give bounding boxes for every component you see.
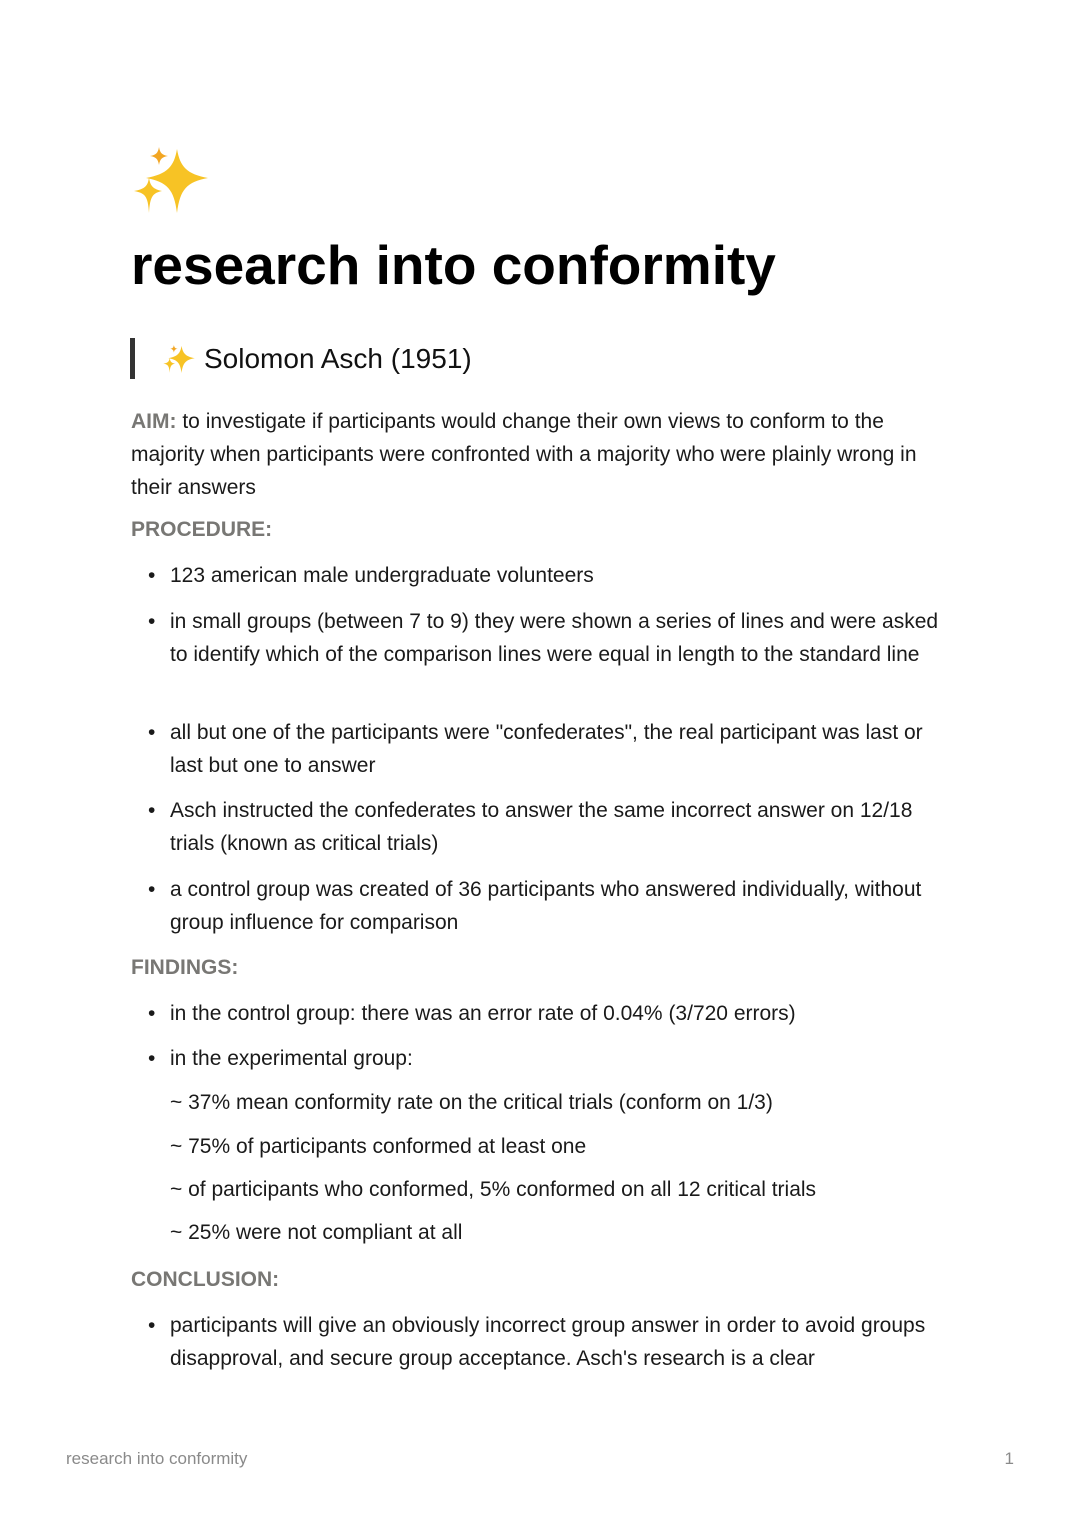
sub-item: ~ 37% mean conformity rate on the critical trials (conform on 1/3) bbox=[170, 1091, 773, 1114]
page-number: 1 bbox=[1004, 1449, 1014, 1468]
sparkles-icon bbox=[131, 143, 211, 217]
list-item: all but one of the participants were "confederates", the real participant was last or last but one to answer bbox=[170, 721, 923, 777]
procedure-label: PROCEDURE: bbox=[131, 518, 273, 541]
aim-paragraph bbox=[131, 405, 951, 504]
bullet: • bbox=[148, 721, 156, 744]
sub-item: ~ of participants who conformed, 5% conformed on all 12 critical trials bbox=[170, 1178, 817, 1201]
list-item: in the experimental group: bbox=[170, 1047, 413, 1070]
findings-label: FINDINGS: bbox=[131, 956, 239, 979]
quote-block bbox=[162, 340, 472, 378]
bullet: • bbox=[148, 1002, 156, 1025]
quote-bar bbox=[130, 338, 135, 379]
page-title: research into conformity bbox=[131, 234, 776, 296]
list-item: Asch instructed the confederates to answer the same incorrect answer on 12/18 trials (known as critical trials) bbox=[170, 799, 913, 855]
sub-item: ~ 25% were not compliant at all bbox=[170, 1221, 463, 1244]
sub-item: ~ 75% of participants conformed at least one bbox=[170, 1135, 587, 1158]
quote-text: Solomon Asch (1951) bbox=[204, 343, 472, 374]
conclusion-label: CONCLUSION: bbox=[131, 1268, 280, 1291]
list-item: a control group was created of 36 participants who answered individually, without group influence for comparison bbox=[170, 878, 922, 934]
bullet: • bbox=[148, 799, 156, 822]
aim-label: AIM: bbox=[131, 410, 177, 433]
footer-title: research into conformity bbox=[66, 1449, 248, 1468]
bullet: • bbox=[148, 1047, 156, 1070]
sparkles-icon bbox=[162, 343, 196, 375]
list-item: in the control group: there was an error rate of 0.04% (3/720 errors) bbox=[170, 1002, 796, 1025]
bullet: • bbox=[148, 1314, 156, 1337]
bullet: • bbox=[148, 878, 156, 901]
bullet: • bbox=[148, 610, 156, 633]
bullet: • bbox=[148, 564, 156, 587]
list-item: participants will give an obviously incorrect group answer in order to avoid groups disapproval, and secure group acceptance. Asch's research is a clear bbox=[170, 1314, 926, 1370]
list-item: 123 american male undergraduate volunteers bbox=[170, 564, 594, 587]
list-item: in small groups (between 7 to 9) they were shown a series of lines and were asked to identify which of the comparison lines were equal in length to the standard line bbox=[170, 610, 939, 666]
aim-text: to investigate if participants would change their own views to conform to the majority when participants were confronted with a majority who were plainly wrong in their answers bbox=[131, 410, 917, 499]
